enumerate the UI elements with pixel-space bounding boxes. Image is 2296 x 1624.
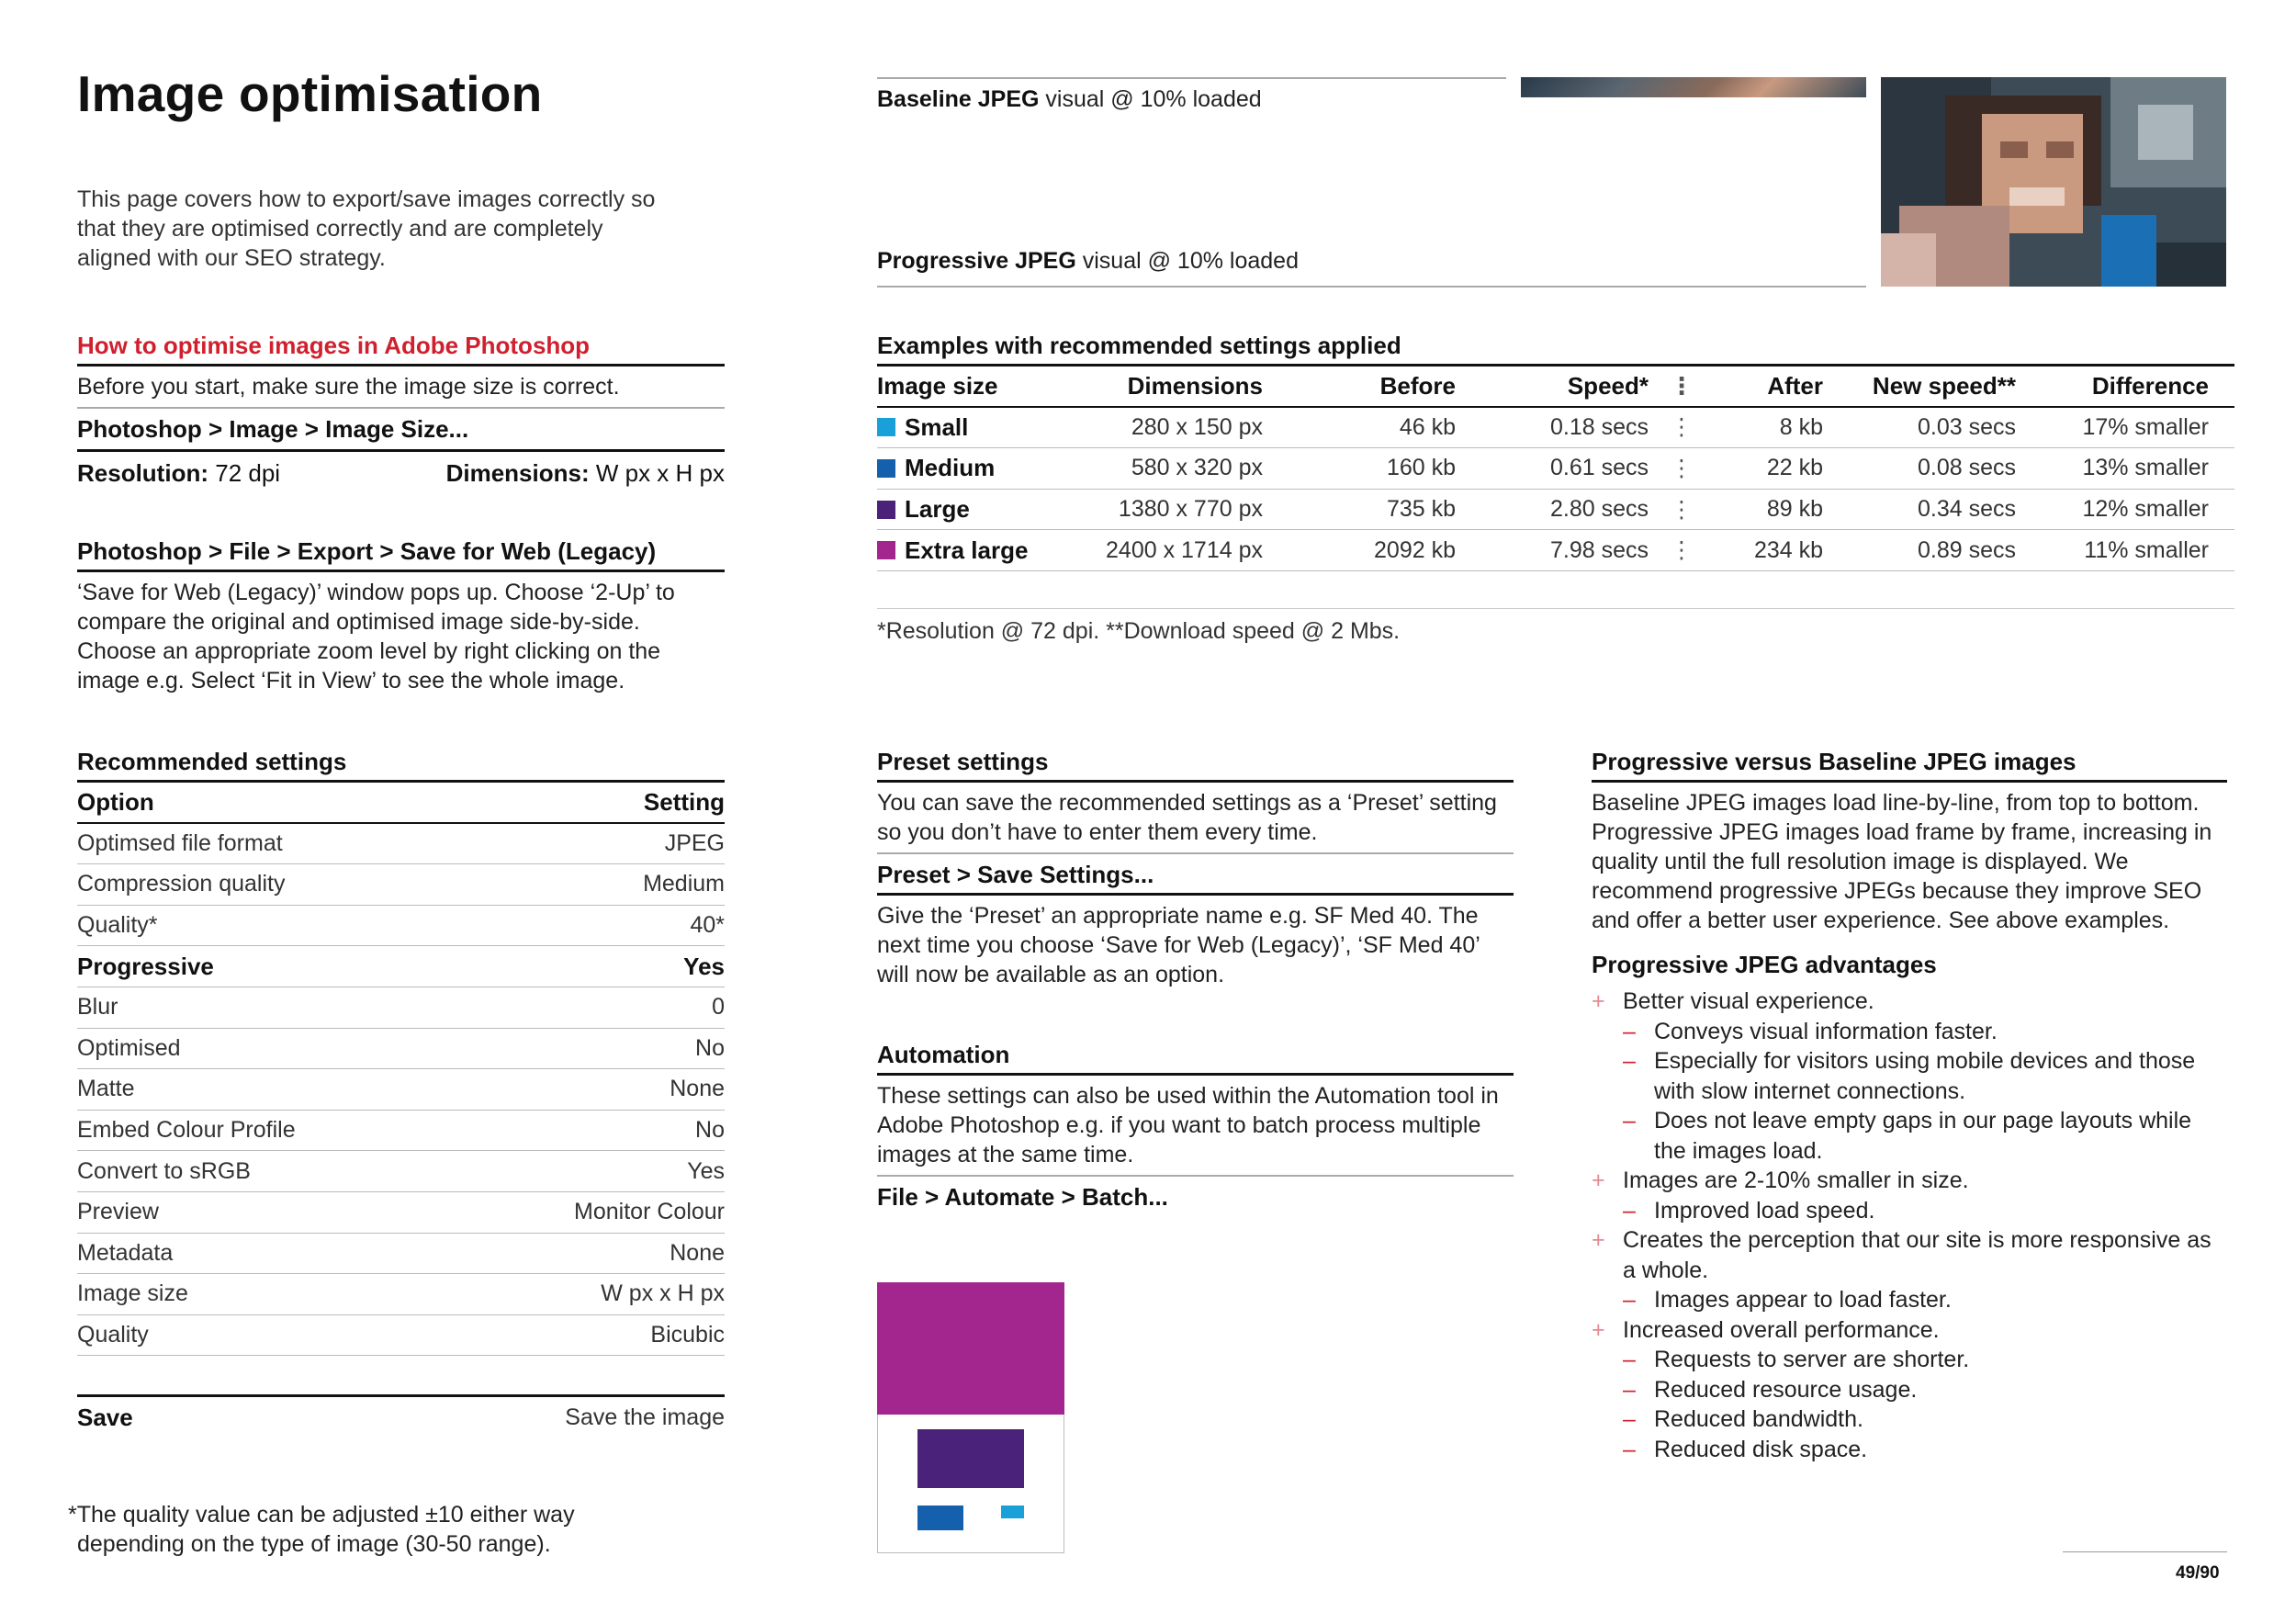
setting-value: No — [695, 1034, 725, 1061]
settings-row — [77, 1192, 725, 1234]
examples-heading: Examples with recommended settings applied — [877, 332, 1401, 359]
setting-option: Progressive — [77, 952, 214, 980]
settings-row — [77, 1151, 725, 1192]
example-dimensions: 280 x 150 px — [1131, 413, 1263, 440]
example-speed: 2.80 secs — [1549, 496, 1649, 523]
dash-icon: – — [1623, 1018, 1636, 1044]
advantage-text: Especially for visitors using mobile devices and those with slow internet connections. — [1654, 1048, 2196, 1104]
setting-value: Yes — [687, 1157, 725, 1184]
diagram-medium-block — [917, 1506, 963, 1530]
preset-text: You can save the recommended settings as a ‘Preset’ setting so you don’t have to enter them every time. — [877, 790, 1497, 845]
advantage-text: Conveys visual information faster. — [1654, 1018, 1998, 1044]
page-number-rule — [2063, 1551, 2227, 1552]
page-title: Image optimisation — [77, 65, 543, 122]
image-size-path: Photoshop > Image > Image Size... — [77, 414, 469, 443]
advantage-item — [1592, 1017, 2225, 1047]
setting-value: Bicubic — [650, 1322, 725, 1348]
recommended-settings — [77, 745, 725, 1356]
plus-icon: + — [1592, 988, 1605, 1014]
plus-icon: + — [1592, 1167, 1605, 1193]
settings-row — [77, 1069, 725, 1111]
advantage-text: Reduced disk space. — [1654, 1436, 1868, 1462]
automation-section — [877, 1038, 1514, 1213]
settings-row — [77, 824, 725, 865]
example-size-cell — [877, 413, 1061, 442]
example-before: 2092 kb — [1374, 536, 1456, 563]
intro-text: This page covers how to export/save images correctly so that they are optimised correctly and are completely aligned with our SEO strategy. — [77, 186, 656, 271]
example-size-cell — [877, 495, 1061, 524]
resolution-value: 72 dpi — [215, 458, 281, 487]
save-row-block — [77, 1394, 725, 1438]
preset-text2: Give the ‘Preset’ an appropriate name e.g. SF Med 40. The next time you choose ‘Save for Web (Legacy)’, ‘SF Med 40’ will now be available as an option. — [877, 903, 1480, 987]
setting-value: JPEG — [664, 829, 725, 856]
example-size-name: Extra large — [905, 536, 1029, 564]
progressive-pixelated-photo — [1881, 77, 2226, 287]
progressive-section — [1592, 745, 2227, 1464]
example-speed: 0.18 secs — [1549, 413, 1649, 440]
settings-row — [77, 1234, 725, 1275]
advantage-item — [1592, 1345, 2225, 1375]
size-swatch — [877, 501, 895, 519]
example-dimensions: 580 x 320 px — [1131, 455, 1263, 481]
advantage-text: Images appear to load faster. — [1654, 1287, 1952, 1313]
hdr-speed: Speed* — [1567, 371, 1649, 400]
baseline-image-partial — [1521, 77, 1866, 97]
diagram-xl-block — [877, 1282, 1064, 1415]
resolution-row — [77, 452, 725, 494]
dotted-divider: ⋮ — [1670, 496, 1692, 523]
examples-header-row — [877, 367, 2234, 408]
example-new-speed: 0.34 secs — [1917, 496, 2016, 523]
example-after: 89 kb — [1766, 496, 1823, 523]
example-size-cell — [877, 536, 1061, 565]
setting-value: None — [670, 1076, 725, 1102]
example-new-speed: 0.89 secs — [1917, 536, 2016, 563]
setting-option: Matte — [77, 1076, 135, 1102]
save-label: Save — [77, 1403, 133, 1431]
setting-value: W px x H px — [601, 1280, 725, 1307]
setting-value: No — [695, 1117, 725, 1144]
example-new-speed: 0.08 secs — [1917, 455, 2016, 481]
plus-icon: + — [1592, 1227, 1605, 1253]
recommended-heading: Recommended settings — [77, 748, 347, 775]
advantage-item — [1592, 1315, 2225, 1346]
preset-path: Preset > Save Settings... — [877, 861, 1154, 888]
example-row — [877, 490, 2234, 531]
col-setting: Setting — [643, 787, 725, 816]
progressive-rule — [877, 286, 1866, 288]
setting-value: None — [670, 1239, 725, 1266]
example-difference: 11% smaller — [2084, 536, 2209, 563]
settings-row — [77, 1029, 725, 1070]
example-size-cell — [877, 454, 1061, 482]
photoshop-heading: How to optimise images in Adobe Photoshop — [77, 332, 591, 359]
dimensions-label: Dimensions: — [445, 458, 590, 487]
settings-row — [77, 906, 725, 947]
setting-option: Embed Colour Profile — [77, 1117, 296, 1144]
example-dimensions: 2400 x 1714 px — [1106, 536, 1263, 563]
progressive-bold: Progressive JPEG — [877, 248, 1076, 274]
setting-option: Blur — [77, 994, 118, 1021]
setting-value: Yes — [683, 952, 725, 980]
advantage-item — [1592, 1225, 2225, 1285]
export-path: Photoshop > File > Export > Save for Web (Legacy) — [77, 537, 657, 565]
baseline-rest: visual @ 10% loaded — [1039, 86, 1262, 112]
top-rule — [877, 77, 1506, 79]
examples-table — [877, 329, 2234, 646]
setting-option: Image size — [77, 1280, 188, 1307]
setting-value: Monitor Colour — [574, 1199, 725, 1225]
dotted-divider: ⋮ — [1670, 455, 1692, 481]
advantages-list — [1592, 987, 2225, 1464]
advantage-text: Better visual experience. — [1623, 988, 1874, 1014]
advantage-item — [1592, 1375, 2225, 1405]
size-comparison-diagram — [877, 1282, 1064, 1553]
setting-option: Quality* — [77, 912, 158, 939]
photoshop-section — [77, 329, 725, 494]
size-swatch — [877, 418, 895, 436]
dash-icon: – — [1623, 1376, 1636, 1403]
setting-option: Preview — [77, 1199, 159, 1225]
hdr-dimensions: Dimensions — [1127, 371, 1263, 400]
example-row — [877, 530, 2234, 571]
dotted-divider: ⋮ — [1670, 371, 1692, 400]
dash-icon: – — [1623, 1108, 1636, 1133]
example-difference: 12% smaller — [2082, 496, 2209, 523]
example-dimensions: 1380 x 770 px — [1118, 496, 1263, 523]
setting-option: Compression quality — [77, 871, 286, 897]
hdr-image-size: Image size — [877, 371, 998, 400]
export-section — [77, 535, 725, 695]
example-after: 22 kb — [1766, 455, 1823, 481]
advantage-text: Images are 2-10% smaller in size. — [1623, 1167, 1969, 1193]
resolution-label: Resolution: — [77, 458, 208, 487]
setting-value: 40* — [690, 912, 725, 939]
size-swatch — [877, 459, 895, 478]
example-size-name: Small — [905, 412, 969, 441]
setting-option: Optimised — [77, 1034, 181, 1061]
progressive-text: Baseline JPEG images load line-by-line, from top to bottom. Progressive JPEG images load frame by frame, increasing in quality until the full resolution image is displayed. We recommend progressive JPEGs because they improve SEO and offer a better user experience. See above examples. — [1592, 790, 2212, 933]
example-after: 234 kb — [1753, 536, 1823, 563]
example-row — [877, 448, 2234, 490]
progressive-rest: visual @ 10% loaded — [1075, 248, 1299, 274]
setting-value: Medium — [643, 871, 725, 897]
settings-row — [77, 987, 725, 1029]
advantage-item — [1592, 1285, 2225, 1315]
automation-path: File > Automate > Batch... — [877, 1183, 1168, 1211]
automation-heading: Automation — [877, 1041, 1010, 1068]
example-size-name: Medium — [905, 454, 996, 482]
preset-section — [877, 745, 1514, 989]
hdr-after: After — [1767, 371, 1823, 400]
baseline-bold: Baseline JPEG — [877, 86, 1040, 112]
advantages-heading: Progressive JPEG advantages — [1592, 951, 1937, 978]
advantage-text: Creates the perception that our site is more responsive as a whole. — [1623, 1227, 2212, 1283]
example-speed: 7.98 secs — [1549, 536, 1649, 563]
example-new-speed: 0.03 secs — [1917, 413, 2016, 440]
preset-heading: Preset settings — [877, 748, 1049, 775]
col-option: Option — [77, 787, 154, 816]
advantage-item — [1592, 1106, 2225, 1166]
settings-header-row — [77, 783, 725, 824]
dash-icon: – — [1623, 1197, 1636, 1224]
setting-option: Metadata — [77, 1239, 174, 1266]
page-number: 49/90 — [2176, 1563, 2220, 1583]
before-start-text: Before you start, make sure the image size is correct. — [77, 373, 620, 400]
dash-icon: – — [1623, 1347, 1636, 1372]
hdr-before: Before — [1379, 371, 1456, 400]
example-size-name: Large — [905, 495, 970, 524]
advantage-text: Improved load speed. — [1654, 1197, 1875, 1224]
example-speed: 0.61 secs — [1549, 455, 1649, 481]
advantage-item — [1592, 1435, 2225, 1465]
advantage-item — [1592, 1166, 2225, 1196]
dotted-divider: ⋮ — [1670, 537, 1692, 564]
advantage-text: Reduced resource usage. — [1654, 1376, 1918, 1403]
example-before: 46 kb — [1399, 413, 1456, 440]
example-row — [877, 408, 2234, 449]
settings-row — [77, 946, 725, 987]
setting-option: Quality — [77, 1322, 149, 1348]
advantage-text: Reduced bandwidth. — [1654, 1406, 1863, 1432]
progressive-caption — [877, 248, 1299, 275]
example-difference: 13% smaller — [2082, 455, 2209, 481]
save-value: Save the image — [565, 1404, 725, 1430]
example-after: 8 kb — [1779, 413, 1823, 440]
dash-icon: – — [1623, 1287, 1636, 1313]
hdr-difference: Difference — [2091, 371, 2209, 400]
example-before: 735 kb — [1386, 496, 1456, 523]
settings-row — [77, 1274, 725, 1315]
settings-row — [77, 864, 725, 906]
diagram-large-block — [917, 1429, 1024, 1488]
plus-icon: + — [1592, 1316, 1605, 1343]
example-difference: 17% smaller — [2082, 413, 2209, 440]
baseline-caption — [877, 86, 1262, 113]
setting-value: 0 — [712, 994, 725, 1021]
size-swatch — [877, 541, 895, 559]
hdr-new-speed: New speed** — [1872, 371, 2016, 400]
advantage-text: Does not leave empty gaps in our page layouts while the images load. — [1654, 1108, 2192, 1164]
dash-icon: – — [1623, 1406, 1636, 1432]
example-before: 160 kb — [1386, 455, 1456, 481]
advantage-item — [1592, 1046, 2225, 1106]
automation-text: These settings can also be used within the Automation tool in Adobe Photoshop e.g. if you want to batch process multiple images at the same time. — [877, 1083, 1499, 1167]
advantage-item — [1592, 987, 2225, 1017]
advantage-text: Requests to server are shorter. — [1654, 1347, 1970, 1372]
dotted-divider: ⋮ — [1670, 414, 1692, 441]
advantage-text: Increased overall performance. — [1623, 1316, 1940, 1343]
dimensions-value: W px x H px — [595, 458, 725, 487]
settings-row — [77, 1315, 725, 1357]
setting-option: Convert to sRGB — [77, 1157, 251, 1184]
dash-icon: – — [1623, 1436, 1636, 1462]
advantage-item — [1592, 1196, 2225, 1226]
progressive-heading: Progressive versus Baseline JPEG images — [1592, 748, 2077, 775]
examples-footnote: *Resolution @ 72 dpi. **Download speed @ 2 Mbs. — [877, 617, 1401, 644]
dash-icon: – — [1623, 1048, 1636, 1074]
settings-row — [77, 1111, 725, 1152]
setting-option: Optimsed file format — [77, 829, 283, 856]
export-text: ‘Save for Web (Legacy)’ window pops up. Choose ‘2-Up’ to compare the original and optimised image side-by-side. Choose an appropriate zoom level by right clicking on the image e.g. Select ‘Fit in View’ to see the whole image. — [77, 580, 675, 694]
quality-footnote: *The quality value can be adjusted ±10 either way depending on the type of image (30-50 range). — [68, 1502, 575, 1557]
diagram-small-block — [1001, 1506, 1024, 1518]
advantage-item — [1592, 1404, 2225, 1435]
